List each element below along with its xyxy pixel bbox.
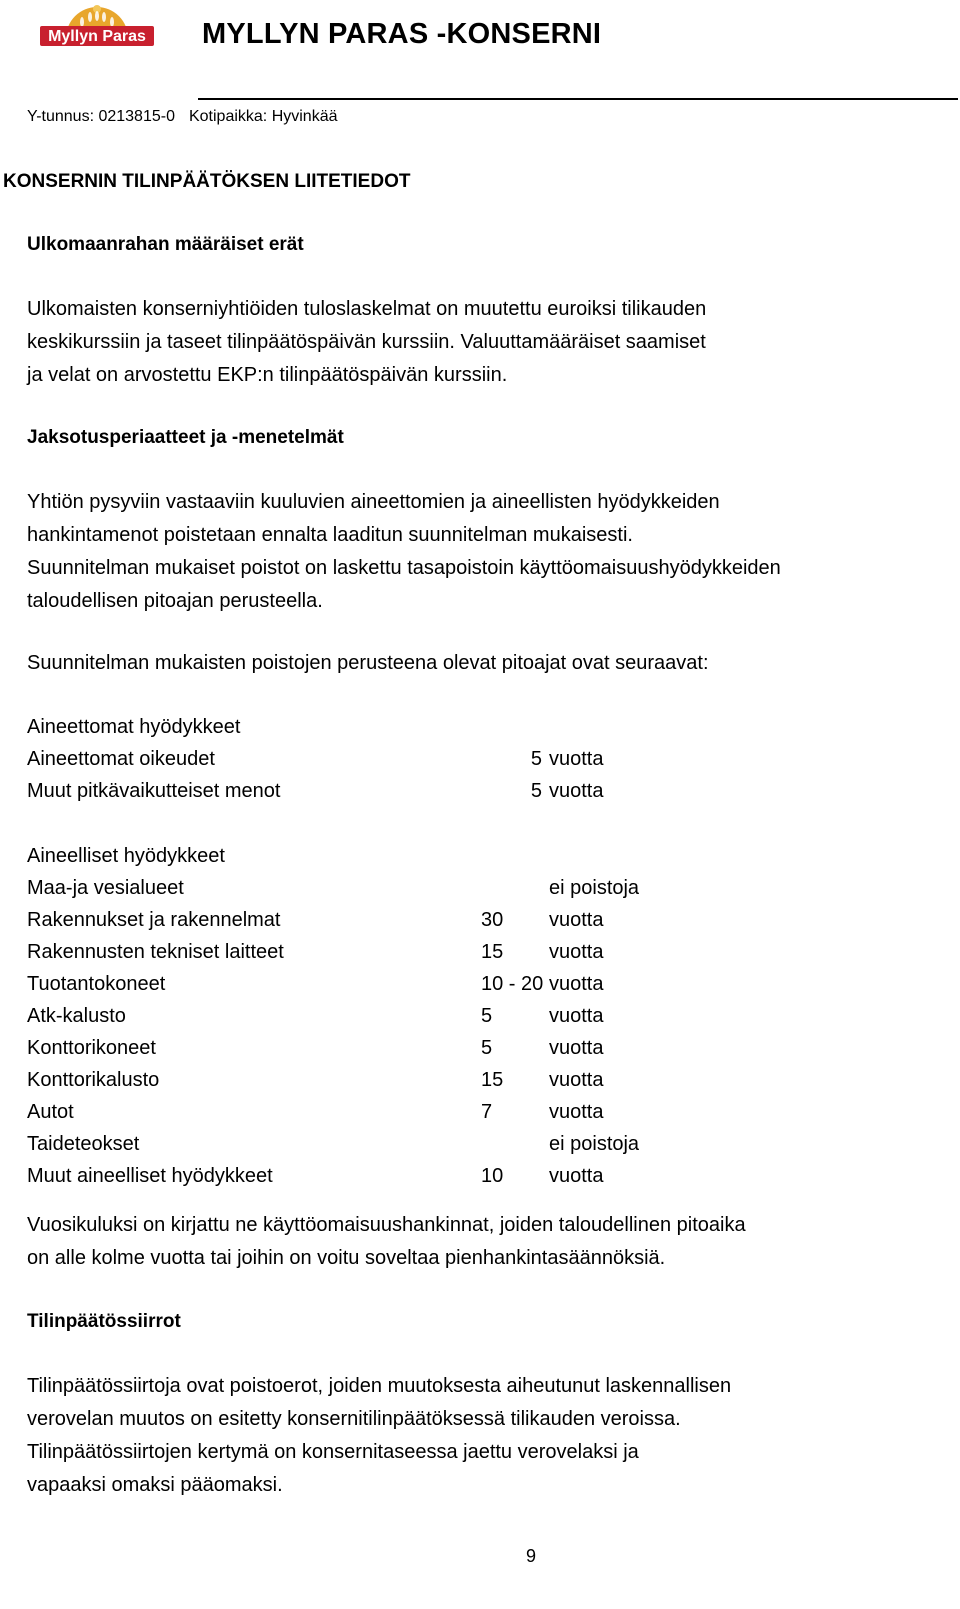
logo-text: Myllyn Paras [48,28,146,45]
asset-label: Atk-kalusto [27,1005,126,1027]
asset-years: 15 [481,1069,504,1091]
document-title: KONSERNIN TILINPÄÄTÖKSEN LIITETIEDOT [3,171,411,192]
company-name: MYLLYN PARAS -KONSERNI [202,18,602,50]
depreciation-row [27,1032,727,1065]
asset-years: 10 - 20 [481,973,544,995]
text-line: Vuosikuluksi on kirjattu ne käyttöomaisuushankinnat, joiden taloudellinen pitoaika [27,1214,746,1236]
asset-label: Konttorikoneet [27,1037,156,1059]
company-ids [27,108,338,126]
depreciation-row [27,775,727,808]
company-logo [40,2,154,64]
asset-years: 10 [481,1165,504,1187]
asset-label: Maa-ja vesialueet [27,877,184,899]
depreciation-row [27,1096,727,1129]
depreciation-intro: Suunnitelman mukaisten poistojen perusteena olevat pitoajat ovat seuraavat: [27,652,709,674]
asset-label: Rakennusten tekniset laitteet [27,941,284,963]
asset-unit: vuotta [549,909,604,931]
asset-years: 5 [481,1037,493,1059]
asset-years: 7 [481,1101,493,1123]
text-line: Tilinpäätössiirtojen kertymä on konsernitaseessa jaettu verovelaksi ja [27,1441,639,1463]
asset-unit: vuotta [549,1165,604,1187]
asset-unit: vuotta [549,1037,604,1059]
page-number: 9 [525,1546,536,1566]
asset-years: 15 [481,941,504,963]
accrual-text [27,486,781,618]
asset-unit: ei poistoja [549,1133,640,1155]
text-line: hankintamenot poistetaan ennalta laaditun suunnitelman mukaisesti. [27,524,633,546]
asset-unit: vuotta [549,748,604,770]
asset-unit: vuotta [549,941,604,963]
text-line: Yhtiön pysyviin vastaaviin kuuluvien aineettomien ja aineellisten hyödykkeiden [27,491,720,513]
depreciation-row [27,1160,727,1193]
text-line: keskikurssiin ja taseet tilinpäätöspäivän kurssiin. Valuuttamääräiset saamiset [27,331,706,353]
depreciation-row [27,936,727,969]
asset-unit: vuotta [549,1101,604,1123]
asset-unit: vuotta [549,973,604,995]
appropriations-heading: Tilinpäätössiirrot [27,1311,181,1332]
asset-unit: vuotta [549,1005,604,1027]
appropriations-text [27,1370,731,1502]
asset-label: Autot [27,1101,74,1123]
small-items-text [27,1209,746,1275]
asset-label: Aineettomat oikeudet [27,748,215,770]
text-line: ja velat on arvostettu EKP:n tilinpäätöspäivän kurssiin. [27,364,508,386]
asset-unit: vuotta [549,780,604,802]
text-line: taloudellisen pitoajan perusteella. [27,590,323,612]
text-line: Ulkomaisten konserniyhtiöiden tuloslaskelmat on muutettu euroiksi tilikauden [27,298,707,320]
text-line: vapaaksi omaksi pääomaksi. [27,1474,283,1496]
asset-label: Taideteokset [27,1133,140,1155]
depreciation-row [27,743,727,776]
depreciation-row [27,1064,727,1097]
depreciation-row [27,904,727,937]
text-line: on alle kolme vuotta tai joihin on voitu soveltaa pienhankintasäännöksiä. [27,1247,666,1269]
asset-years: 30 [481,909,504,931]
asset-unit: vuotta [549,1069,604,1091]
asset-label: Muut aineelliset hyödykkeet [27,1165,273,1187]
text-line: verovelan muutos on esitetty konsernitilinpäätöksessä tilikauden veroissa. [27,1408,681,1430]
domicile: Kotipaikka: Hyvinkää [188,108,338,125]
foreign-currency-heading: Ulkomaanrahan määräiset erät [27,234,304,255]
depreciation-row [27,1000,727,1033]
tangible-heading: Aineelliset hyödykkeet [27,845,225,867]
foreign-currency-text [27,293,706,392]
accrual-heading: Jaksotusperiaatteet ja -menetelmät [27,427,344,448]
depreciation-row [27,1128,727,1161]
asset-label: Rakennukset ja rakennelmat [27,909,281,931]
header-divider [198,98,958,100]
depreciation-row [27,872,727,905]
depreciation-row [27,968,727,1001]
business-id: Y-tunnus: 0213815-0 [27,108,175,125]
intangible-heading: Aineettomat hyödykkeet [27,716,241,738]
text-line: Tilinpäätössiirtoja ovat poistoerot, joiden muutoksesta aiheutunut laskennallisen [27,1375,732,1397]
text-line: Suunnitelman mukaiset poistot on laskettu tasapoistoin käyttöomaisuushyödykkeiden [27,557,781,579]
asset-label: Tuotantokoneet [27,973,166,995]
asset-years: 5 [530,780,542,802]
asset-unit: ei poistoja [549,877,640,899]
asset-label: Muut pitkävaikutteiset menot [27,780,281,802]
asset-years: 5 [530,748,542,770]
asset-years: 5 [481,1005,493,1027]
asset-label: Konttorikalusto [27,1069,160,1091]
